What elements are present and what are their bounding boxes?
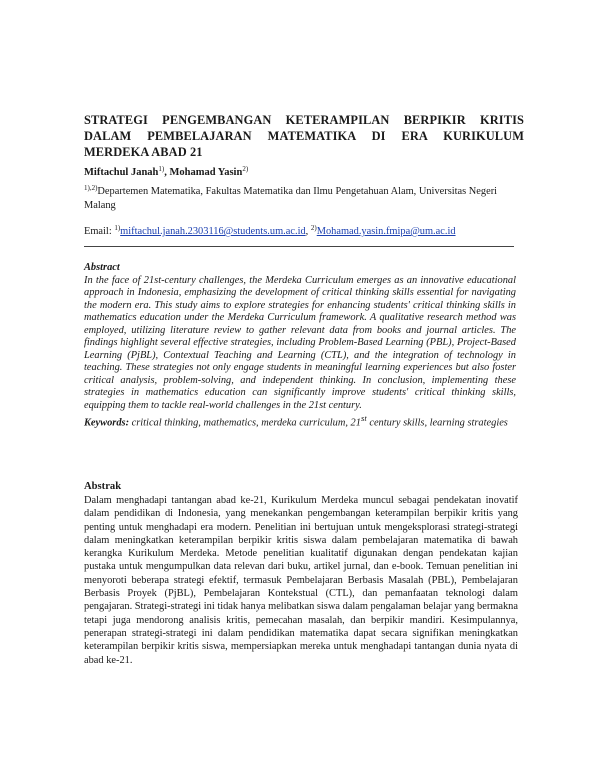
email-link[interactable]: Mohamad.yasin.fmipa@um.ac.id	[316, 226, 456, 237]
affiliation-marker: 1),2)	[84, 184, 98, 192]
affiliation	[84, 185, 524, 213]
email-separator: ,	[305, 226, 311, 237]
abstract-english	[84, 262, 516, 430]
keywords-superscript: st	[360, 413, 367, 423]
email-label: Email:	[84, 226, 115, 237]
affiliation-text: Departemen Matematika, Fakultas Matematika dan Ilmu Pengetahuan Alam, Universitas Negeri Malang	[84, 186, 498, 211]
author-list	[84, 166, 524, 180]
author-affiliation-marker: 2)	[242, 165, 249, 173]
email-marker: 1)	[114, 224, 121, 232]
keywords-text: century skills, learning strategies	[366, 417, 508, 429]
abstrak-heading: Abstrak	[84, 481, 122, 492]
author-affiliation-marker: 1)	[158, 165, 165, 173]
paper-title: STRATEGI PENGEMBANGAN KETERAMPILAN BERPIKIR KRITIS DALAM PEMBELAJARAN MATEMATIKA DI ERA KURIKULUM MERDEKA ABAD 21	[84, 113, 524, 159]
abstract-body: In the face of 21st-century challenges, the Merdeka Curriculum emerges as an innovative educational approach in Indonesia, emphasizing the development of critical thinking skills essential for navigating the modern era. This study aims to explore strategies for enhancing students' critical thinking skills in mathematics education under the Merdeka Curriculum framework. A qualitative research method was employed, utilizing literature review to gather relevant data from books and journal articles. The findings highlight several effective strategies, including Problem-Based Learning (PBL), Project-Based Learning (PjBL), Contextual Teaching and Learning (CTL), and the integration of technology in teaching. These strategies not only engage students in meaningful learning experiences but also foster critical analysis, problem-solving, and independent thinking. In conclusion, implementing these strategies in mathematics education can significantly improve students' critical thinking skills, equipping them to tackle real-world challenges in the 21st century.	[84, 274, 516, 411]
header-divider	[84, 246, 514, 247]
abstrak-body: Dalam menghadapi tantangan abad ke-21, Kurikulum Merdeka muncul sebagai pendekatan inovatif dalam pendidikan di Indonesia, yang menekankan pengembangan keterampilan berpikir kritis yang penting untuk menghadapi era modern. Penelitian ini bertujuan untuk mengeksplorasi strategi-strategi dalam meningkatkan keterampilan berpikir kritis siswa dalam pembelajaran matematika di bawah kerangka Kurikulum Merdeka. Metode penelitian kualitatif digunakan dengan pendekatan kajian pustaka untuk mengumpulkan data relevan dari buku, artikel jurnal, dan e-book. Temuan penelitian ini menyoroti beberapa strategi efektif, termasuk Pembelajaran Berbasis Masalah (PBL), Pembelajaran Berbasis Proyek (PjBL), Pembelajaran Kontekstual (CTL), dan pemanfaatan teknologi dalam pengajaran. Strategi-strategi ini tidak hanya melibatkan siswa dalam pengalaman belajar yang bermakna tetapi juga mendorong analisis kritis, pemecahan masalah, dan berpikir mandiri. Kesimpulannya, penerapan strategi-strategi ini dalam pendidikan matematika dapat secara signifikan meningkatkan keterampilan berpikir kritis siswa, mempersiapkan mereka untuk menghadapi tantangan dunia nyata di abad ke-21.	[84, 495, 518, 666]
abstract-heading: Abstract	[84, 262, 120, 273]
author-name: Miftachul Janah	[84, 167, 159, 178]
keywords-text: critical thinking, mathematics, merdeka curriculum, 21	[129, 417, 361, 429]
author-separator: ,	[164, 167, 170, 178]
keywords-label: Keywords:	[84, 417, 130, 429]
email-marker: 2)	[310, 224, 317, 232]
email-link[interactable]: miftachul.janah.2303116@students.um.ac.id	[120, 226, 306, 237]
email-line	[84, 225, 524, 239]
author-name: Mohamad Yasin	[169, 167, 243, 178]
